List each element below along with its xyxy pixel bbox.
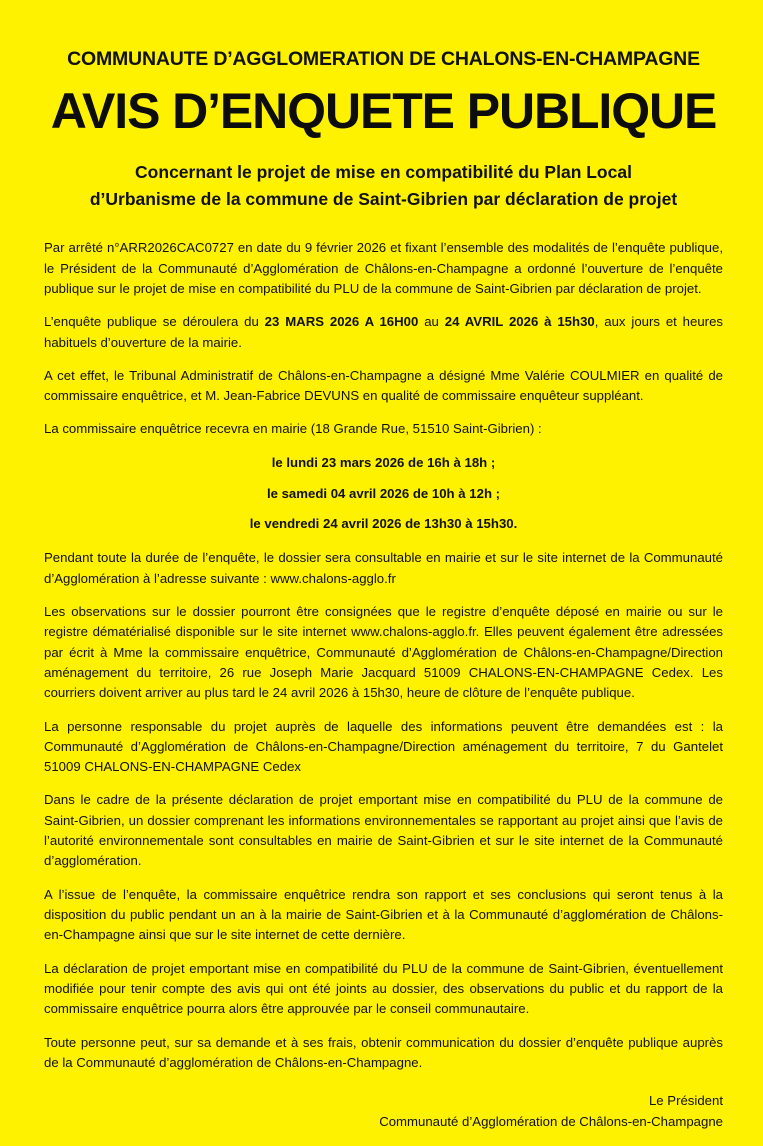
paragraph-duree (44, 312, 723, 353)
permanence-list (44, 453, 723, 534)
paragraph-approbation: La déclaration de projet emportant mise en compatibilité du PLU de la commune de Saint-Gibrien, éventuellement modifiée pour tenir compte des avis qui ont été joints au dossier, des observations du public et du rapport de la commissaire enquêtrice pourra alors être approuvée par le conseil communautaire. (44, 960, 723, 1017)
duree-outro: , aux jours et heures habituels d’ouverture de la mairie. (44, 314, 723, 350)
organization-header: COMMUNAUTE D’AGGLOMERATION DE CHALONS-EN-CHAMPAGNE (67, 48, 700, 70)
permanence-item: le vendredi 24 avril 2026 de 13h30 à 15h30. (249, 516, 518, 532)
paragraph-permanences-intro: La commissaire enquêtrice recevra en mairie (18 Grande Rue, 51510 Saint-Gibrien) : (44, 421, 542, 437)
page-title: AVIS D’ENQUETE PUBLIQUE (50, 83, 717, 139)
paragraph-arrete: Par arrêté n°ARR2026CAC0727 en date du 9 février 2026 et fixant l’ensemble des modalités de l’enquête publique, le Président de la Communauté d’Agglomération de Châlons-en-Champagne a ordonné l’ouverture de l’enquête publique sur le projet de mise en compatibilité du PLU de la commune de Saint-Gibrien par déclaration de projet. (44, 240, 723, 296)
paragraph-consultation: Pendant toute la durée de l’enquête, le dossier sera consultable en mairie et sur le site internet de la Communauté d’Agglomération à l’adresse suivante : www.chalons-agglo.fr (44, 550, 723, 586)
duree-date-debut: 23 MARS 2026 A 16H00 (264, 314, 419, 330)
permanence-item: le samedi 04 avril 2026 de 10h à 12h ; (266, 485, 501, 501)
duree-intro: L’enquête publique se déroulera du (44, 314, 265, 330)
signature-organization: Communauté d’Agglomération de Châlons-en-Champagne (379, 1113, 723, 1129)
duree-middle: au (418, 314, 445, 330)
signature-title: Le Président (648, 1093, 723, 1109)
signature-block (44, 1091, 723, 1132)
paragraph-observations: Les observations sur le dossier pourront être consignées que le registre d’enquête déposé en mairie ou sur le registre dématérialisé disponible sur le site internet www.chalons-agglo.fr. Elles peuvent également être adressées par écrit à Mme la commissaire enquêtrice, Communauté d’Agglomération de Châlons-en-Champagne/Direction aménagement du territoire, 26 rue Joseph Marie Jacquard 51009 CHALONS-EN-CHAMPAGNE Cedex. Les courriers doivent arriver au plus tard le 24 avril 2026 à 15h30, heure de clôture de l’enquête publique. (44, 603, 723, 701)
paragraph-environnement: Dans le cadre de la présente déclaration de projet emportant mise en compatibilité du PLU de la commune de Saint-Gibrien, un dossier comprenant les informations environnementales se rapportant au projet ainsi que l’avis de l’autorité environnementale sont consultables en mairie de Saint-Gibrien et sur le site internet de la Communauté d’agglomération. (44, 792, 723, 869)
permanence-item: le lundi 23 mars 2026 de 16h à 18h ; (271, 454, 496, 470)
paragraph-responsable: La personne responsable du projet auprès de laquelle des informations peuvent être demandées est : la Communauté d’Agglomération de Châlons-en-Champagne/Direction aménagement du territoire, 7 du Gantelet 51009 CHALONS-EN-CHAMPAGNE Cedex (44, 718, 723, 775)
paragraph-communication: Toute personne peut, sur sa demande et à ses frais, obtenir communication du dossier d’enquête publique auprès de la Communauté d’agglomération de Châlons-en-Champagne. (44, 1034, 723, 1071)
subtitle-line-1: Concernant le projet de mise en compatibilité du Plan Local (135, 162, 632, 182)
duree-date-fin: 24 AVRIL 2026 à 15h30 (444, 314, 595, 330)
subtitle-line-2: d’Urbanisme de la commune de Saint-Gibrien par déclaration de projet (89, 188, 678, 209)
paragraph-rapport: A l’issue de l’enquête, la commissaire enquêtrice rendra son rapport et ses conclusions qui seront tenus à la disposition du public pendant un an à la mairie de Saint-Gibrien et à la Communauté d’agglomération de Châlons-en-Champagne ainsi que sur le site internet de cette dernière. (44, 886, 723, 943)
paragraph-designation: A cet effet, le Tribunal Administratif de Châlons-en-Champagne a désigné Mme Valérie COULMIER en qualité de commissaire enquêtrice, et M. Jean-Fabrice DEVUNS en qualité de commissaire enquêteur suppléant. (44, 367, 723, 404)
subtitle (58, 159, 709, 212)
